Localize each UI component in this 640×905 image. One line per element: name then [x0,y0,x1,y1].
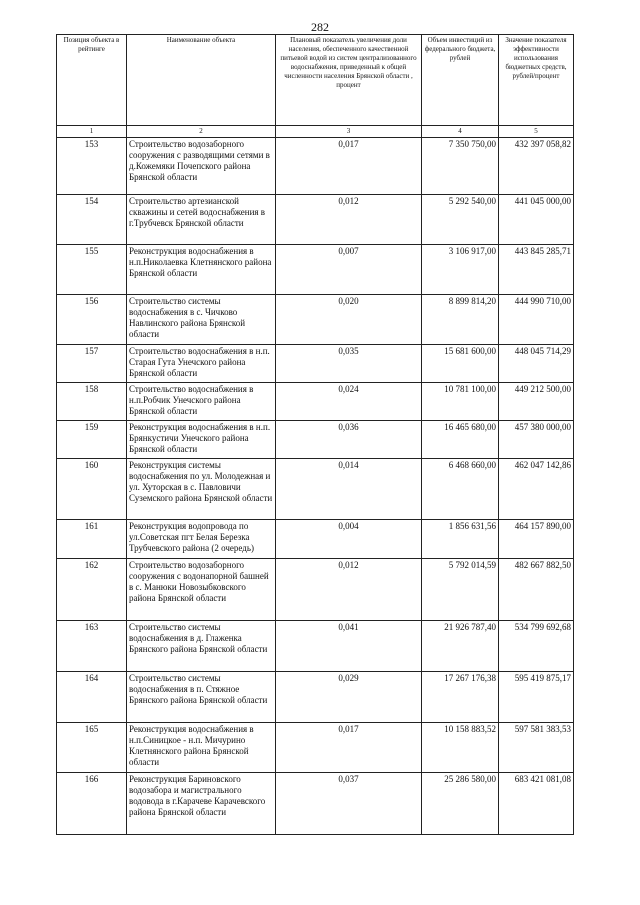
header-share: Плановый показатель увеличения доли населения, обеспеченного качественной питьевой водой из систем централизованного водоснабжения, приведенный к общей численности населения Брянской области , процент [276,35,422,126]
table-row [57,383,574,421]
table-row [57,421,574,459]
row-share: 0,035 [276,345,422,383]
row-efficiency: 597 581 383,53 [499,723,574,773]
row-position: 164 [57,672,127,723]
row-object-name: Строительство артезианской скважины и сетей водоснабжения в г.Трубчевск Брянской области [127,195,276,245]
row-object-name: Строительство водоснабжения в н.п. Старая Гута Унечского района Брянской области [127,345,276,383]
row-object-name: Реконструкция водоснабжения в н.п. Брянкустичи Унечского района Брянской области [127,421,276,459]
header-efficiency: Значение показателя эффективности использования бюджетных средств, рублей/процент [499,35,574,126]
row-object-name: Строительство водозаборного сооружения с разводящими сетями в д.Кожемяки Почепского района Брянской области [127,138,276,195]
row-position: 156 [57,295,127,345]
row-investment: 7 350 750,00 [422,138,499,195]
row-efficiency: 457 380 000,00 [499,421,574,459]
row-share: 0,012 [276,195,422,245]
row-share: 0,014 [276,459,422,520]
table-row [57,195,574,245]
table-row [57,459,574,520]
row-share: 0,012 [276,559,422,621]
row-investment: 17 267 176,38 [422,672,499,723]
row-efficiency: 462 047 142,86 [499,459,574,520]
row-position: 166 [57,773,127,835]
row-investment: 25 286 580,00 [422,773,499,835]
row-share: 0,037 [276,773,422,835]
row-object-name: Строительство системы водоснабжения в д. Глаженка Брянского района Брянской области [127,621,276,672]
row-efficiency: 449 212 500,00 [499,383,574,421]
row-share: 0,029 [276,672,422,723]
row-investment: 5 292 540,00 [422,195,499,245]
row-position: 155 [57,245,127,295]
row-position: 158 [57,383,127,421]
row-investment: 21 926 787,40 [422,621,499,672]
table-row [57,621,574,672]
table-row [57,345,574,383]
table-row [57,245,574,295]
row-object-name: Реконструкция системы водоснабжения по ул. Молодежная и ул. Хуторская в с. Павловичи Суземского района Брянской области [127,459,276,520]
row-object-name: Реконструкция водоснабжения в н.п.Николаевка Клетнянского района Брянской области [127,245,276,295]
table-row [57,559,574,621]
row-efficiency: 683 421 081,08 [499,773,574,835]
row-object-name: Реконструкция Бариновского водозабора и магистрального водовода в г.Карачеве Карачевского района Брянской области [127,773,276,835]
row-object-name: Реконструкция водопровода по ул.Советская пгт Белая Березка Трубчевского района (2 очередь) [127,520,276,559]
objects-table [56,34,574,835]
column-number: 1 [57,126,127,138]
table-row [57,773,574,835]
table-header [57,35,574,138]
row-position: 157 [57,345,127,383]
table-row [57,295,574,345]
table-row [57,672,574,723]
row-efficiency: 464 157 890,00 [499,520,574,559]
row-position: 163 [57,621,127,672]
row-efficiency: 595 419 875,17 [499,672,574,723]
row-object-name: Реконструкция водоснабжения в н.п.Синицкое - н.п. Мичурино Клетнянского района Брянской области [127,723,276,773]
row-share: 0,017 [276,138,422,195]
row-investment: 16 465 680,00 [422,421,499,459]
row-efficiency: 432 397 058,82 [499,138,574,195]
row-efficiency: 444 990 710,00 [499,295,574,345]
header-position: Позиция объекта в рейтинге [57,35,127,126]
row-share: 0,041 [276,621,422,672]
row-position: 159 [57,421,127,459]
row-share: 0,024 [276,383,422,421]
row-investment: 1 856 631,56 [422,520,499,559]
table-row [57,723,574,773]
row-efficiency: 443 845 285,71 [499,245,574,295]
row-investment: 15 681 600,00 [422,345,499,383]
row-investment: 5 792 014,59 [422,559,499,621]
row-position: 160 [57,459,127,520]
row-efficiency: 448 045 714,29 [499,345,574,383]
row-position: 165 [57,723,127,773]
table-row [57,520,574,559]
row-object-name: Строительство системы водоснабжения в п. Стяжное Брянского района Брянской области [127,672,276,723]
row-share: 0,007 [276,245,422,295]
table-body [57,138,574,835]
row-share: 0,017 [276,723,422,773]
row-investment: 10 158 883,52 [422,723,499,773]
row-efficiency: 441 045 000,00 [499,195,574,245]
row-share: 0,036 [276,421,422,459]
row-position: 153 [57,138,127,195]
row-position: 161 [57,520,127,559]
row-investment: 6 468 660,00 [422,459,499,520]
row-share: 0,004 [276,520,422,559]
row-object-name: Строительство системы водоснабжения в с. Чичково Навлинского района Брянской области [127,295,276,345]
row-investment: 8 899 814,20 [422,295,499,345]
row-object-name: Строительство водоснабжения в н.п.Робчик Унечского района Брянской области [127,383,276,421]
header-investment: Объем инвестиций из федерального бюджета, рублей [422,35,499,126]
row-object-name: Строительство водозаборного сооружения с водонапорной башней в с. Манюки Новозыбковского района Брянской области [127,559,276,621]
column-number-row [57,126,574,138]
row-efficiency: 482 667 882,50 [499,559,574,621]
row-position: 154 [57,195,127,245]
header-name: Наименование объекта [127,35,276,126]
row-share: 0,020 [276,295,422,345]
row-position: 162 [57,559,127,621]
column-number: 5 [499,126,574,138]
table-row [57,138,574,195]
row-investment: 3 106 917,00 [422,245,499,295]
page-number: 282 [311,20,329,34]
column-number: 4 [422,126,499,138]
row-investment: 10 781 100,00 [422,383,499,421]
column-number: 2 [127,126,276,138]
column-number: 3 [276,126,422,138]
row-efficiency: 534 799 692,68 [499,621,574,672]
